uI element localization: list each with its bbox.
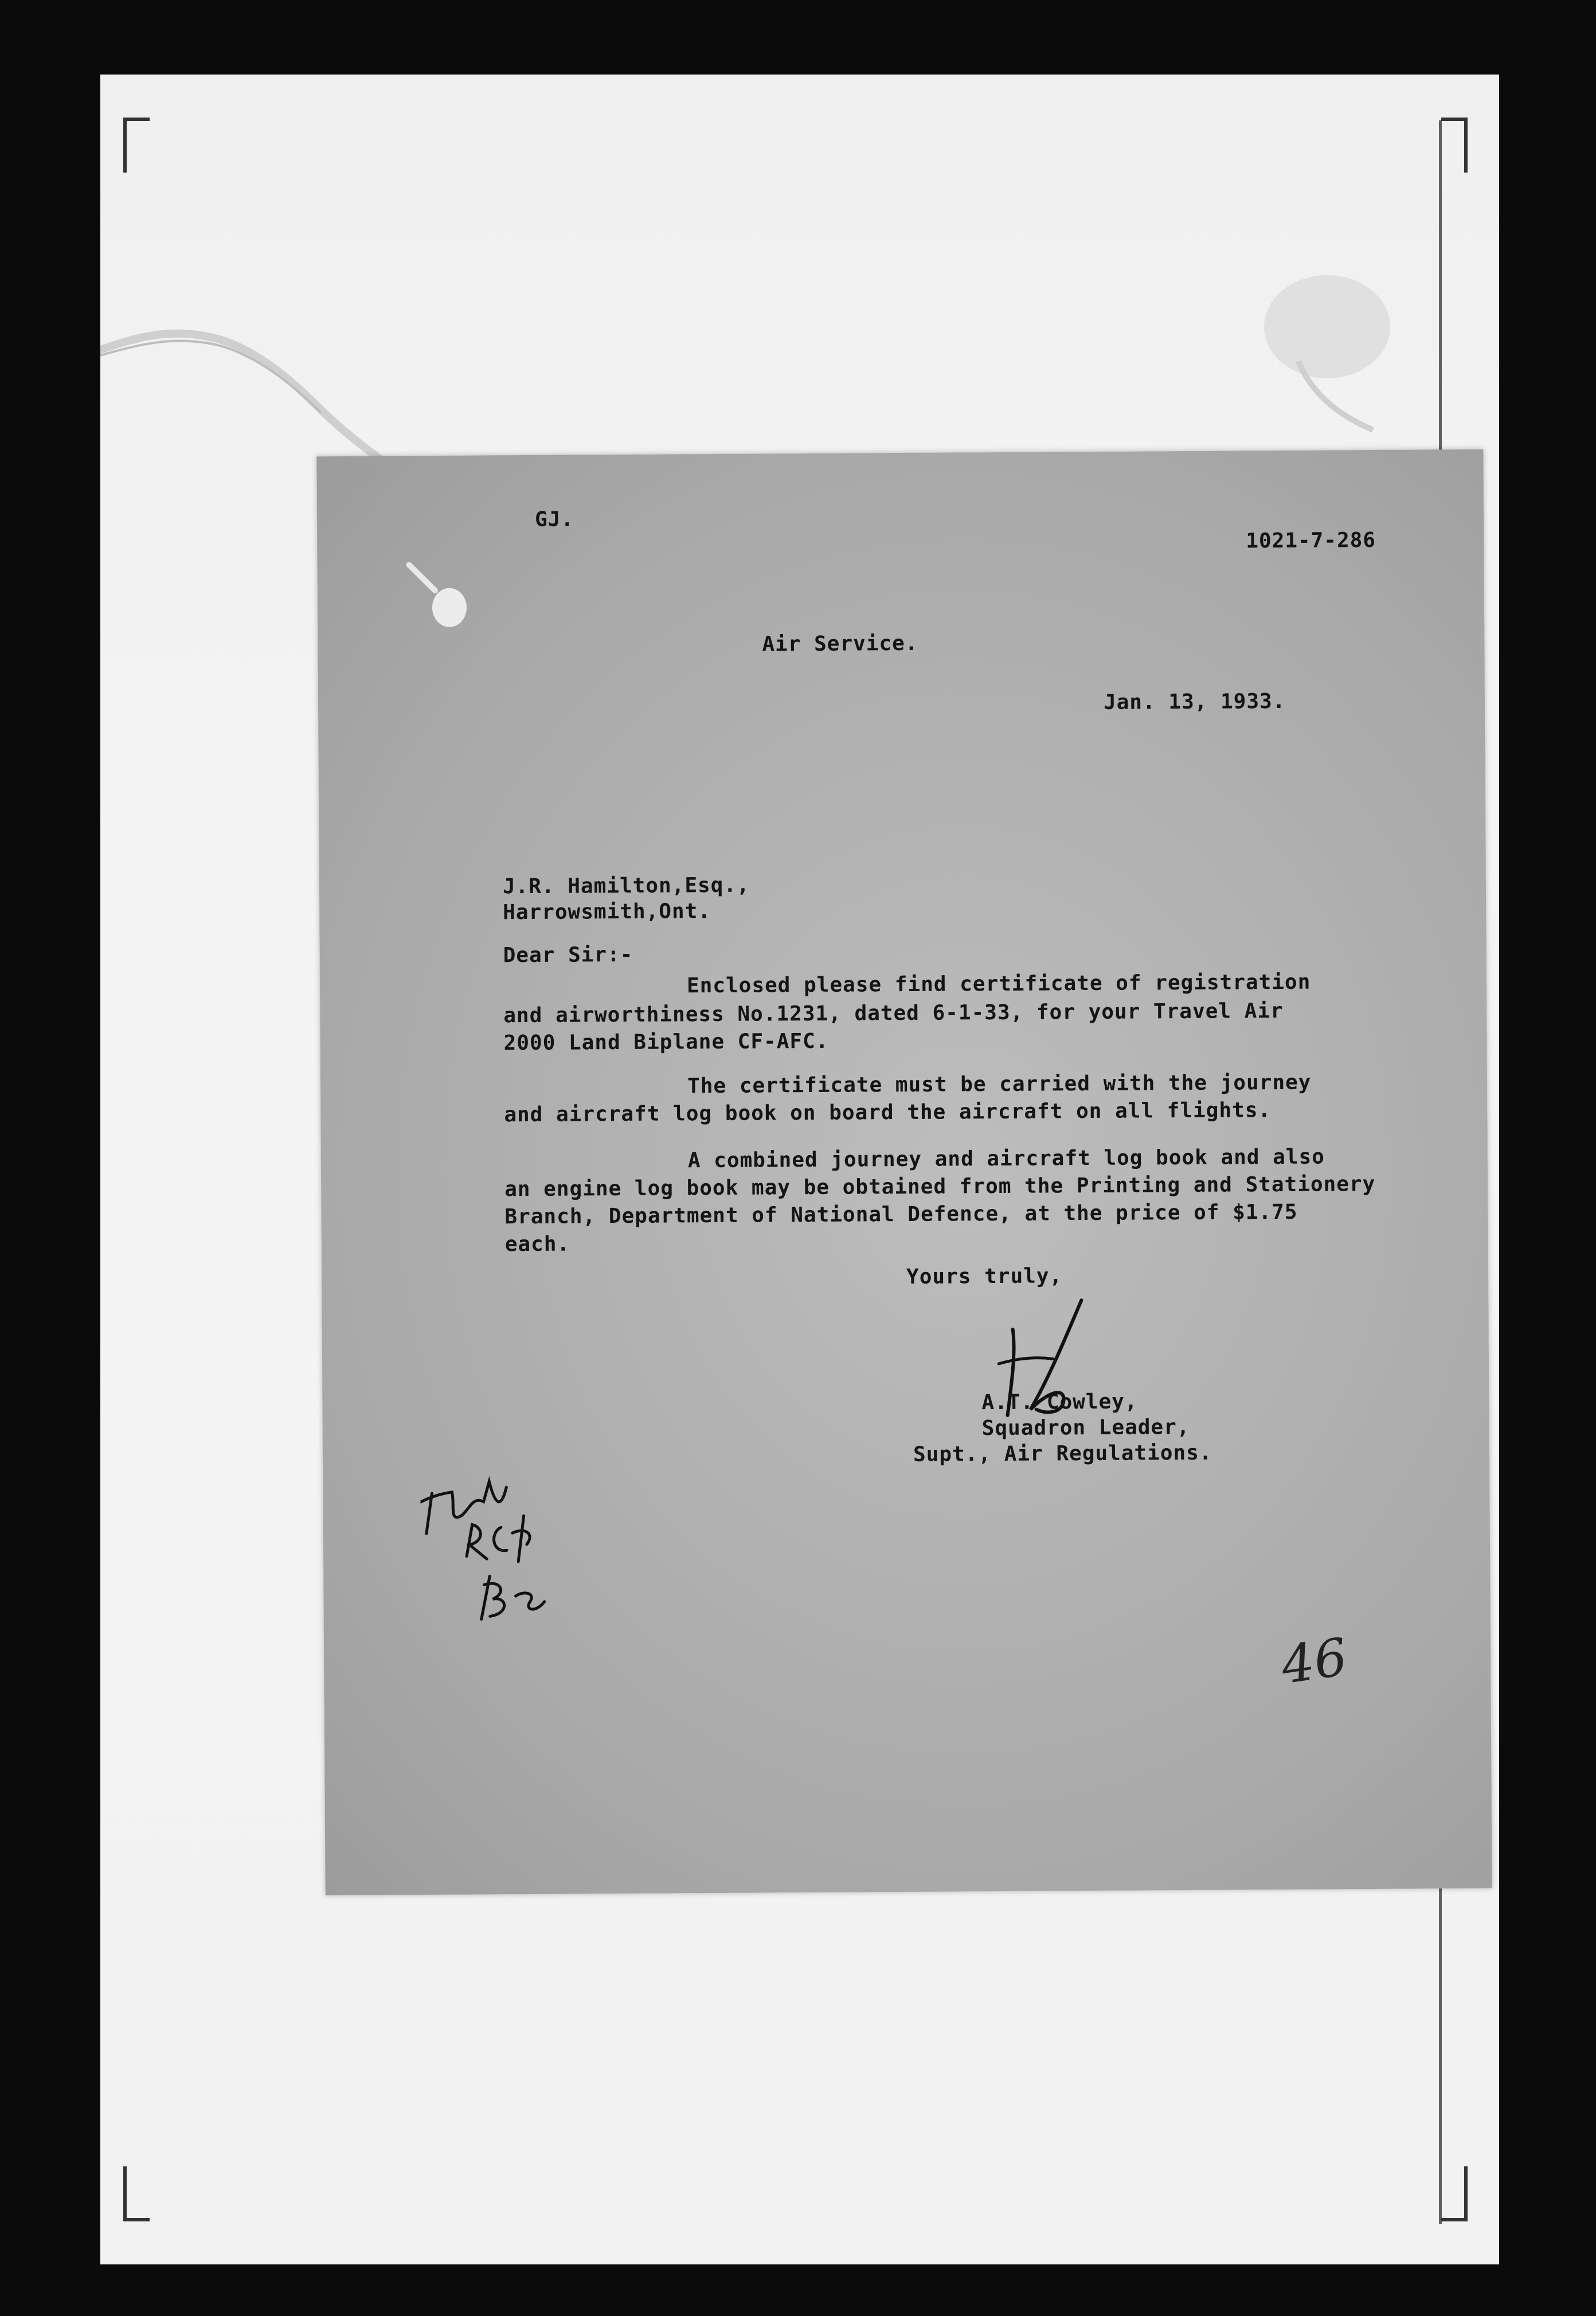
- addressee-name: J.R. Hamilton,Esq.,: [502, 873, 750, 899]
- punch-hole: [403, 559, 478, 640]
- paragraph-2-line-2: and aircraft log book on board the aircraft on all flights.: [504, 1098, 1272, 1127]
- letter-sheet: [316, 449, 1492, 1895]
- paragraph-3-line-3: Branch, Department of National Defence, at the price of $1.75: [504, 1200, 1298, 1229]
- paragraph-1-line-1: Enclosed please find certificate of registration: [686, 970, 1311, 998]
- closing: Yours truly,: [906, 1264, 1063, 1289]
- typist-initials: GJ.: [534, 507, 574, 531]
- tape-remnant-right: [1241, 258, 1413, 441]
- crop-mark-top-left: [123, 118, 150, 173]
- salutation: Dear Sir:-: [503, 942, 633, 968]
- crop-mark-top-right: [1441, 118, 1468, 173]
- page-number: 46: [1277, 1626, 1351, 1696]
- addressee-place: Harrowsmith,Ont.: [503, 899, 711, 925]
- letter-date: Jan. 13, 1933.: [1103, 689, 1286, 714]
- signer-title: Squadron Leader,: [981, 1415, 1190, 1441]
- paragraph-2-line-1: The certificate must be carried with the journey: [687, 1070, 1312, 1098]
- paragraph-3-line-2: an engine log book may be obtained from the Printing and Stationery: [504, 1172, 1376, 1202]
- paragraph-1-line-3: 2000 Land Biplane CF-AFC.: [503, 1029, 829, 1055]
- paragraph-3-line-1: A combined journey and aircraft log book and also: [687, 1145, 1325, 1173]
- signer-name: A.T. Cowley,: [981, 1390, 1138, 1415]
- handwritten-note: [420, 1446, 593, 1631]
- tape-remnant-left: [100, 292, 398, 476]
- department-heading: Air Service.: [762, 631, 918, 656]
- paragraph-3-line-4: each.: [504, 1232, 570, 1257]
- signer-position: Supt., Air Regulations.: [913, 1441, 1212, 1466]
- crop-mark-bottom-right: [1441, 2166, 1468, 2221]
- paragraph-1-line-2: and airworthiness No.1231, dated 6-1-33, for your Travel Air: [503, 999, 1284, 1028]
- file-number: 1021-7-286: [1246, 528, 1376, 553]
- crop-mark-bottom-left: [123, 2166, 150, 2221]
